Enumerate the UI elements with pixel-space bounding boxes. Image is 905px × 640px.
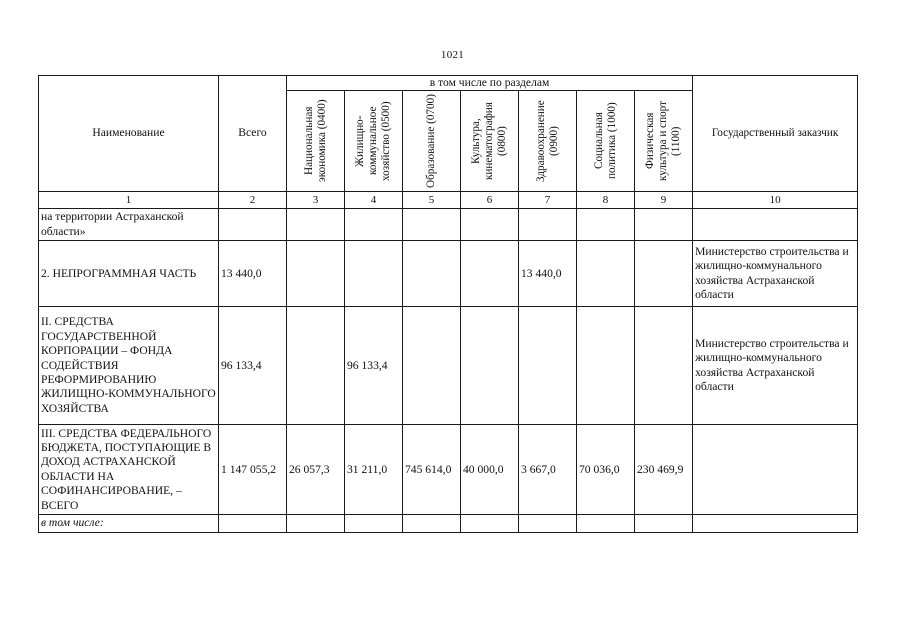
row-1100 (635, 241, 693, 307)
header-sections-group: в том числе по разделам (287, 76, 693, 91)
header-row (39, 76, 858, 91)
row-1000: 70 036,0 (577, 425, 635, 515)
row-total (219, 515, 287, 532)
column-number: 3 (287, 192, 345, 209)
table-row (39, 515, 858, 532)
column-numbers-row (39, 192, 858, 209)
row-0800: 40 000,0 (461, 425, 519, 515)
header-name: Наименование (39, 76, 219, 192)
row-1000 (577, 515, 635, 532)
row-0400 (287, 515, 345, 532)
row-0700 (403, 307, 461, 425)
row-customer (693, 515, 858, 532)
row-total (219, 209, 287, 241)
row-total: 13 440,0 (219, 241, 287, 307)
row-1100: 230 469,9 (635, 425, 693, 515)
table-row (39, 241, 858, 307)
header-section-0400: Национальная экономика (0400) (287, 91, 345, 192)
column-number: 10 (693, 192, 858, 209)
row-0400 (287, 307, 345, 425)
header-section-0800: Культура, кинематография (0800) (461, 91, 519, 192)
column-number: 4 (345, 192, 403, 209)
row-1100 (635, 209, 693, 241)
budget-table (38, 75, 858, 533)
row-total: 96 133,4 (219, 307, 287, 425)
row-name: в том числе: (39, 515, 219, 532)
header-section-0500: Жилищно-коммунальное хозяйство (0500) (345, 91, 403, 192)
row-0700 (403, 241, 461, 307)
row-1000 (577, 209, 635, 241)
column-number: 5 (403, 192, 461, 209)
row-name: III. СРЕДСТВА ФЕДЕРАЛЬНОГО БЮДЖЕТА, ПОСТУПАЮЩИЕ В ДОХОД АСТРАХАНСКОЙ ОБЛАСТИ НА СОФИНАНСИРОВАНИЕ, – ВСЕГО (39, 425, 219, 515)
row-0900: 13 440,0 (519, 241, 577, 307)
row-0700 (403, 515, 461, 532)
row-customer: Министерство строительства и жилищно-коммунального хозяйства Астраханской области (693, 241, 858, 307)
column-number: 1 (39, 192, 219, 209)
row-name: 2. НЕПРОГРАММНАЯ ЧАСТЬ (39, 241, 219, 307)
row-0900 (519, 307, 577, 425)
row-0700 (403, 209, 461, 241)
column-number: 8 (577, 192, 635, 209)
row-customer (693, 425, 858, 515)
row-0800 (461, 307, 519, 425)
row-customer: Министерство строительства и жилищно-коммунального хозяйства Астраханской области (693, 307, 858, 425)
row-total: 1 147 055,2 (219, 425, 287, 515)
header-section-0700: Образование (0700) (403, 91, 461, 192)
row-0900 (519, 209, 577, 241)
row-0900: 3 667,0 (519, 425, 577, 515)
row-customer (693, 209, 858, 241)
column-number: 2 (219, 192, 287, 209)
row-0500 (345, 515, 403, 532)
table-row (39, 209, 858, 241)
header-total: Всего (219, 76, 287, 192)
row-0800 (461, 209, 519, 241)
row-1000 (577, 241, 635, 307)
row-0400 (287, 209, 345, 241)
row-0800 (461, 241, 519, 307)
header-section-1000: Социальная политика (1000) (577, 91, 635, 192)
row-0800 (461, 515, 519, 532)
header-section-0900: Здравоохранение (0900) (519, 91, 577, 192)
row-0400 (287, 241, 345, 307)
row-0700: 745 614,0 (403, 425, 461, 515)
page-number: 1021 (440, 49, 465, 61)
column-number: 9 (635, 192, 693, 209)
row-0500 (345, 241, 403, 307)
header-section-1100: Физическая культура и спорт (1100) (635, 91, 693, 192)
table-row (39, 425, 858, 515)
row-0500: 96 133,4 (345, 307, 403, 425)
row-name: на территории Астраханской области» (39, 209, 219, 241)
row-1000 (577, 307, 635, 425)
table-row (39, 307, 858, 425)
row-1100 (635, 515, 693, 532)
column-number: 7 (519, 192, 577, 209)
row-1100 (635, 307, 693, 425)
header-customer: Государственный заказчик (693, 76, 858, 192)
row-0500: 31 211,0 (345, 425, 403, 515)
column-number: 6 (461, 192, 519, 209)
row-name: II. СРЕДСТВА ГОСУДАРСТВЕННОЙ КОРПОРАЦИИ – ФОНДА СОДЕЙСТВИЯ РЕФОРМИРОВАНИЮ ЖИЛИЩНО-КОММУНАЛЬНОГО ХОЗЯЙСТВА (39, 307, 219, 425)
row-0400: 26 057,3 (287, 425, 345, 515)
row-0900 (519, 515, 577, 532)
row-0500 (345, 209, 403, 241)
